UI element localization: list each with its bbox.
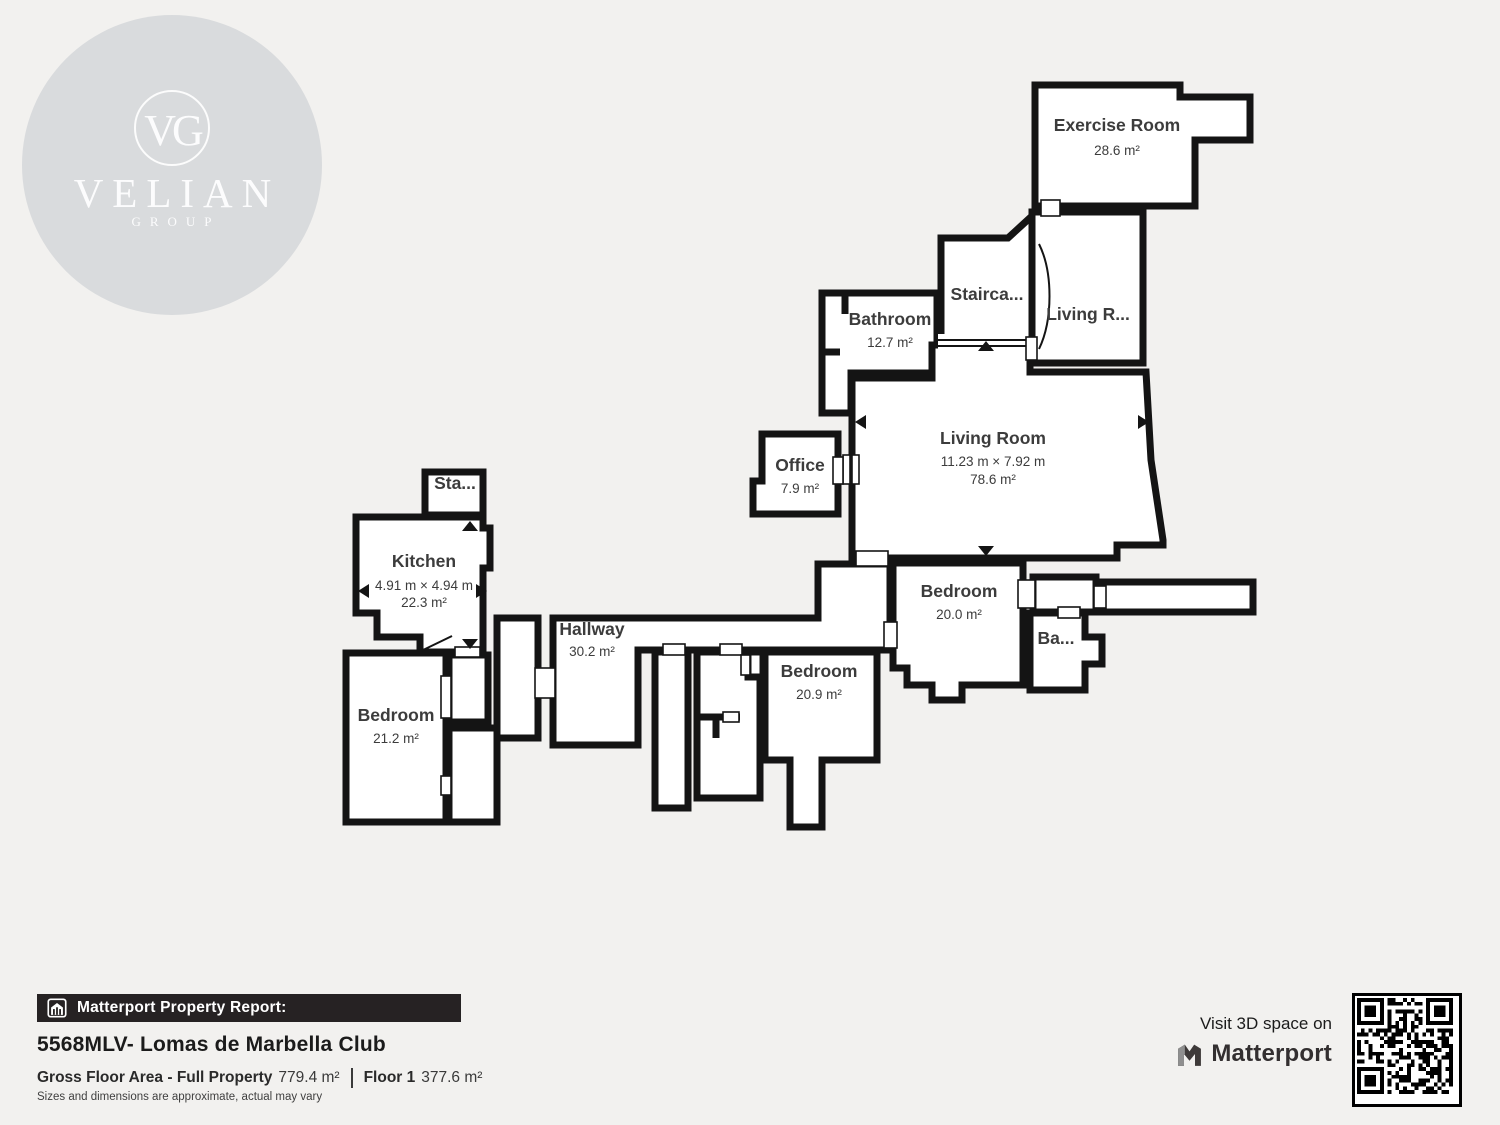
- room-closet-1: [449, 655, 488, 722]
- room-ba-small: [1030, 613, 1102, 690]
- separator: [351, 1068, 353, 1088]
- door-nook: [741, 655, 750, 675]
- label-office-name: Office: [775, 455, 825, 475]
- door-kitchen: [455, 647, 480, 657]
- door-living-bottom: [856, 551, 888, 566]
- watermark-monogram: VG: [144, 106, 200, 155]
- room-closet-2: [449, 728, 497, 822]
- floor-label: Floor 1: [363, 1069, 416, 1086]
- label-exercise-area: 28.6 m²: [1094, 143, 1140, 158]
- room-staircase: [941, 216, 1032, 340]
- visit-3d-label: Visit 3D space on: [1200, 1014, 1332, 1033]
- door-hallway-b: [720, 644, 742, 655]
- door-bedroom-right-left: [884, 622, 897, 648]
- label-staircase-name: Stairca...: [950, 284, 1024, 304]
- label-office-area: 7.9 m²: [780, 481, 820, 496]
- matterport-logo-icon: [1176, 1042, 1203, 1067]
- label-hallway-name: Hallway: [559, 619, 625, 639]
- report-header-label: Matterport Property Report:: [77, 999, 287, 1016]
- matterport-brand-text: Matterport: [1211, 1040, 1332, 1067]
- label-sta-small-name: Sta...: [434, 473, 476, 493]
- room-living: [852, 345, 1163, 558]
- door-ba-small: [1058, 607, 1080, 618]
- door-office-c: [833, 457, 843, 484]
- label-living-name: Living Room: [940, 428, 1046, 448]
- gfa-label: Gross Floor Area - Full Property: [37, 1069, 273, 1086]
- label-living-area: 78.6 m²: [970, 472, 1016, 487]
- house-icon: [47, 998, 67, 1018]
- property-title: 5568MLV- Lomas de Marbella Club: [37, 1033, 386, 1056]
- room-exercise: [1035, 85, 1250, 206]
- label-bedroom-left-area: 21.2 m²: [373, 731, 419, 746]
- visit-3d-cta: [1012, 1014, 1332, 1068]
- door-bedroom-left-b: [441, 776, 451, 795]
- label-kitchen-dims: 4.91 m × 4.94 m: [375, 578, 473, 593]
- label-ba-small-name: Ba...: [1037, 628, 1075, 648]
- label-bedroom-right-area: 20.0 m²: [936, 607, 982, 622]
- qr-code: [1352, 993, 1462, 1107]
- label-bedroom-left-name: Bedroom: [357, 705, 435, 725]
- label-living-dims: 11.23 m × 7.92 m: [940, 454, 1046, 469]
- floor-value: 377.6 m²: [421, 1069, 483, 1086]
- qr-code-pattern: [1357, 998, 1453, 1094]
- floor-area-row: [37, 1066, 482, 1090]
- disclaimer-text: Sizes and dimensions are approximate, actual may vary: [37, 1091, 323, 1103]
- watermark-subtitle: GROUP: [131, 214, 221, 229]
- label-bedroom-middle-area: 20.9 m²: [796, 687, 842, 702]
- label-hallway-area: 30.2 m²: [569, 644, 615, 659]
- label-bathroom-area: 12.7 m²: [867, 335, 913, 350]
- door-hallway-a: [663, 644, 685, 655]
- door-hallway-left: [535, 668, 555, 698]
- label-bathroom-name: Bathroom: [848, 309, 932, 329]
- gfa-value: 779.4 m²: [278, 1069, 340, 1086]
- label-kitchen-area: 22.3 m²: [401, 595, 447, 610]
- door-office-b: [852, 455, 859, 484]
- room-closet-3: [497, 618, 538, 738]
- door-living-small: [1026, 337, 1037, 360]
- door-column: [723, 712, 739, 722]
- label-bedroom-middle-name: Bedroom: [780, 661, 858, 681]
- door-corridor: [1094, 586, 1106, 608]
- velian-group-watermark: [22, 15, 322, 315]
- label-kitchen-name: Kitchen: [391, 551, 457, 571]
- label-living-small-name: Living R...: [1046, 304, 1130, 324]
- door-office-a: [843, 455, 850, 484]
- label-bedroom-right-name: Bedroom: [920, 581, 998, 601]
- report-header-bar: [37, 994, 461, 1022]
- room-strip-middle: [655, 652, 688, 808]
- label-exercise-name: Exercise Room: [1053, 115, 1181, 135]
- door-bedroom-right-right: [1018, 580, 1035, 608]
- room-corridor: [1100, 582, 1253, 612]
- door-bedroom-left-a: [441, 676, 451, 718]
- door-exercise: [1041, 200, 1060, 216]
- watermark-name: VELIAN: [73, 170, 281, 216]
